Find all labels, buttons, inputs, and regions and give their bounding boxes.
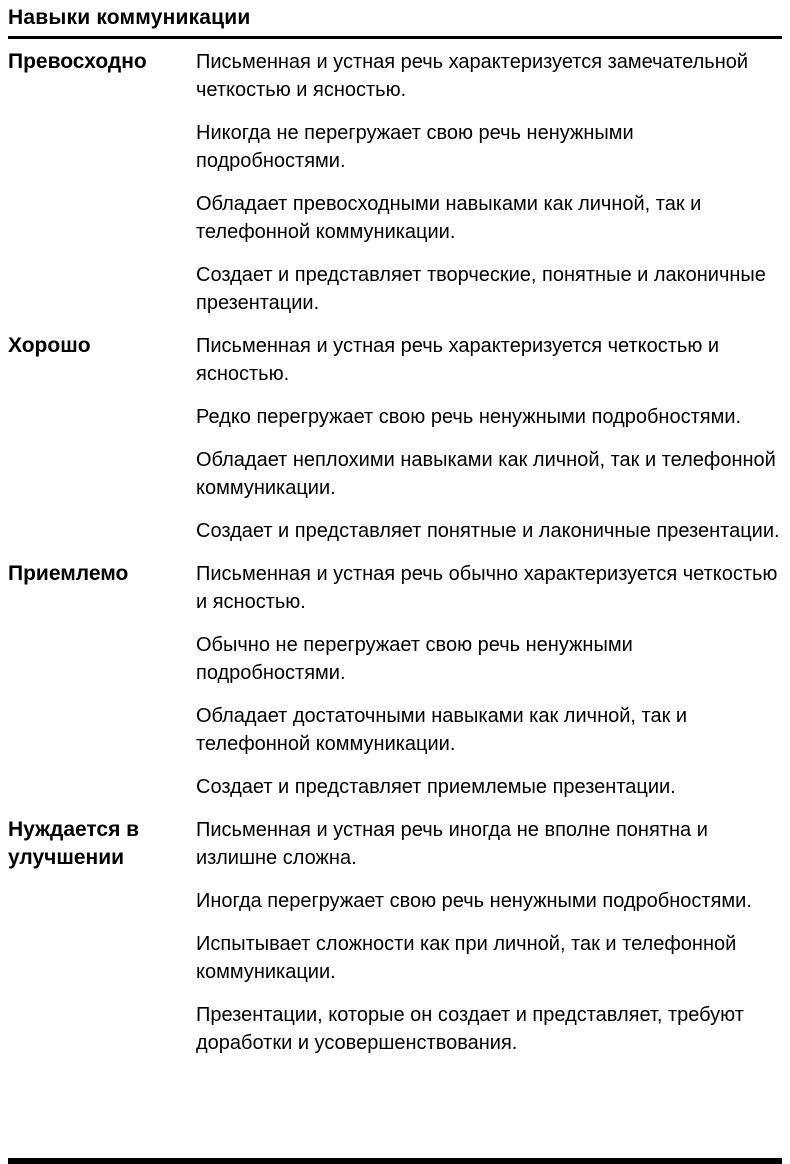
rating-descriptions: [196, 816, 782, 1061]
rating-label: Хорошо: [8, 334, 91, 357]
rating-description: Письменная и устная речь иногда не вполне понятна и излишне сложна.: [196, 819, 708, 869]
rating-description: Никогда не перегружает свою речь ненужными подробностями.: [196, 122, 634, 172]
rating-description: Письменная и устная речь обычно характеризуется четкостью и ясностью.: [196, 563, 778, 613]
rating-description: Создает и представляет творческие, понятные и лаконичные презентации.: [196, 264, 766, 314]
table-row-excellent: [8, 48, 782, 332]
rating-description: Редко перегружает свою речь ненужными подробностями.: [196, 406, 742, 428]
rating-description: Письменная и устная речь характеризуется замечательной четкостью и ясностью.: [196, 51, 749, 101]
rating-description: Обладает превосходными навыками как личной, так и телефонной коммуникации.: [196, 193, 702, 243]
rating-description: Письменная и устная речь характеризуется четкостью и ясностью.: [196, 335, 720, 385]
page-title: Навыки коммуникации: [8, 6, 251, 29]
bottom-divider: [8, 1158, 782, 1164]
rating-descriptions: [196, 332, 782, 560]
table-row-needs-improvement: [8, 816, 782, 1061]
table-row-good: [8, 332, 782, 560]
rating-descriptions: [196, 560, 782, 816]
table-row-acceptable: [8, 560, 782, 816]
rating-description: Презентации, которые он создает и представляет, требуют доработки и усовершенствования.: [196, 1004, 744, 1054]
rating-description: Обладает неплохими навыками как личной, так и телефонной коммуникации.: [196, 449, 776, 499]
rating-description: Создает и представляет приемлемые презентации.: [196, 776, 676, 798]
rating-label: Приемлемо: [8, 562, 129, 585]
rating-label: Превосходно: [8, 50, 147, 73]
rating-description: Иногда перегружает свою речь ненужными подробностями.: [196, 890, 752, 912]
rating-description: Обладает достаточными навыками как личной, так и телефонной коммуникации.: [196, 705, 688, 755]
rating-descriptions: [196, 48, 782, 332]
ratings-table: [8, 39, 782, 1061]
rating-description: Обычно не перегружает свою речь ненужными подробностями.: [196, 634, 633, 684]
rating-label: Нуждается в улучшении: [8, 818, 140, 869]
rating-description: Испытывает сложности как при личной, так и телефонной коммуникации.: [196, 933, 737, 983]
rating-description: Создает и представляет понятные и лаконичные презентации.: [196, 520, 780, 542]
